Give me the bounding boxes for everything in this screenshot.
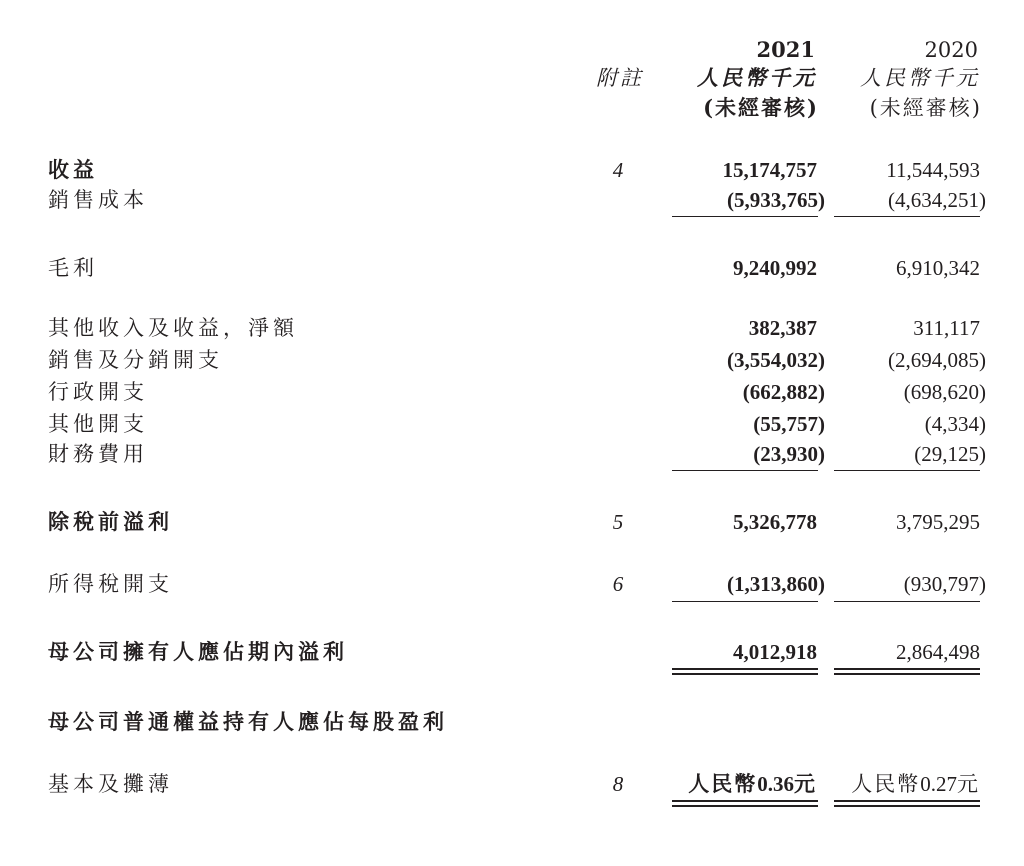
- profit-before-tax-2020: 3,795,295: [896, 510, 980, 534]
- double-rule-bottom-2021: [672, 673, 818, 675]
- other-income-2021: 382,387: [748, 316, 817, 340]
- income-tax-label: 所得稅開支: [48, 572, 173, 596]
- other-expenses-2020: (4,334): [924, 412, 986, 436]
- double-rule-bottom-2020: [834, 673, 980, 675]
- eps-basic-diluted-label: 基本及攤薄: [48, 772, 173, 796]
- eps-double-rule-bottom-2020: [834, 805, 980, 807]
- eps-2020-prefix: 人民幣: [851, 772, 921, 796]
- admin-expenses-2021: (662,882): [742, 380, 825, 404]
- header-unaudited-2021: (未經審核): [703, 95, 819, 120]
- profit-before-tax-2021: 5,326,778: [733, 510, 817, 534]
- cost-of-sales-2021: (5,933,765): [727, 188, 825, 212]
- profit-before-tax-label: 除稅前溢利: [48, 509, 173, 534]
- selling-expenses-2021: (3,554,032): [727, 348, 825, 372]
- other-expenses-label: 其他開支: [48, 412, 148, 436]
- income-tax-2021: (1,313,860): [727, 572, 825, 596]
- rule-cost-of-sales-2020: [834, 216, 980, 217]
- eps-double-rule-top-2020: [834, 800, 980, 802]
- eps-double-rule-bottom-2021: [672, 805, 818, 807]
- eps-2021-suffix: 元: [794, 771, 817, 796]
- gross-profit-2020: 6,910,342: [896, 256, 980, 280]
- profit-attributable-2020: 2,864,498: [896, 640, 980, 664]
- other-expenses-2021: (55,757): [753, 412, 825, 436]
- revenue-2020: 11,544,593: [886, 158, 980, 182]
- admin-expenses-label: 行政開支: [48, 380, 148, 404]
- rule-finance-costs-2021: [672, 470, 818, 471]
- eps-basic-diluted-note: 8: [612, 772, 624, 796]
- selling-expenses-label: 銷售及分銷開支: [48, 348, 223, 372]
- finance-costs-2020: (29,125): [914, 442, 986, 466]
- gross-profit-2021: 9,240,992: [733, 256, 817, 280]
- cost-of-sales-label: 銷售成本: [48, 188, 148, 212]
- double-rule-top-2020: [834, 668, 980, 670]
- header-year-2021: 2021: [756, 37, 815, 62]
- selling-expenses-2020: (2,694,085): [888, 348, 986, 372]
- rule-income-tax-2021: [672, 601, 818, 602]
- admin-expenses-2020: (698,620): [903, 380, 986, 404]
- rule-cost-of-sales-2021: [672, 216, 818, 217]
- revenue-2021: 15,174,757: [722, 158, 817, 182]
- eps-2020: [851, 770, 980, 798]
- finance-costs-2021: (23,930): [753, 442, 825, 466]
- cost-of-sales-2020: (4,634,251): [888, 188, 986, 212]
- gross-profit-label: 毛利: [48, 256, 98, 280]
- income-tax-note: 6: [612, 572, 624, 596]
- eps-2021: [688, 770, 817, 798]
- revenue-label: 收益: [48, 157, 98, 182]
- rule-finance-costs-2020: [834, 470, 980, 471]
- double-rule-top-2021: [672, 668, 818, 670]
- eps-2021-prefix: 人民幣: [688, 771, 758, 796]
- eps-2020-suffix: 元: [957, 772, 980, 796]
- finance-costs-label: 財務費用: [48, 442, 148, 466]
- eps-2020-value: 0.27: [920, 772, 957, 796]
- eps-heading-label: 母公司普通權益持有人應佔每股盈利: [48, 709, 448, 734]
- eps-double-rule-top-2021: [672, 800, 818, 802]
- other-income-label: 其他收入及收益，淨額: [48, 316, 298, 340]
- other-income-2020: 311,117: [913, 316, 980, 340]
- header-currency-2021: 人民幣千元: [697, 65, 817, 90]
- profit-attributable-label: 母公司擁有人應佔期內溢利: [48, 639, 348, 664]
- profit-attributable-2021: 4,012,918: [733, 640, 817, 664]
- rule-income-tax-2020: [834, 601, 980, 602]
- header-currency-2020: 人民幣千元: [860, 66, 980, 90]
- revenue-note: 4: [612, 158, 624, 182]
- header-year-2020: 2020: [924, 38, 978, 62]
- header-note-label: 附註: [596, 66, 644, 90]
- header-unaudited-2020: (未經審核): [869, 96, 982, 120]
- eps-2021-value: 0.36: [757, 772, 794, 796]
- income-tax-2020: (930,797): [903, 572, 986, 596]
- profit-before-tax-note: 5: [612, 510, 624, 534]
